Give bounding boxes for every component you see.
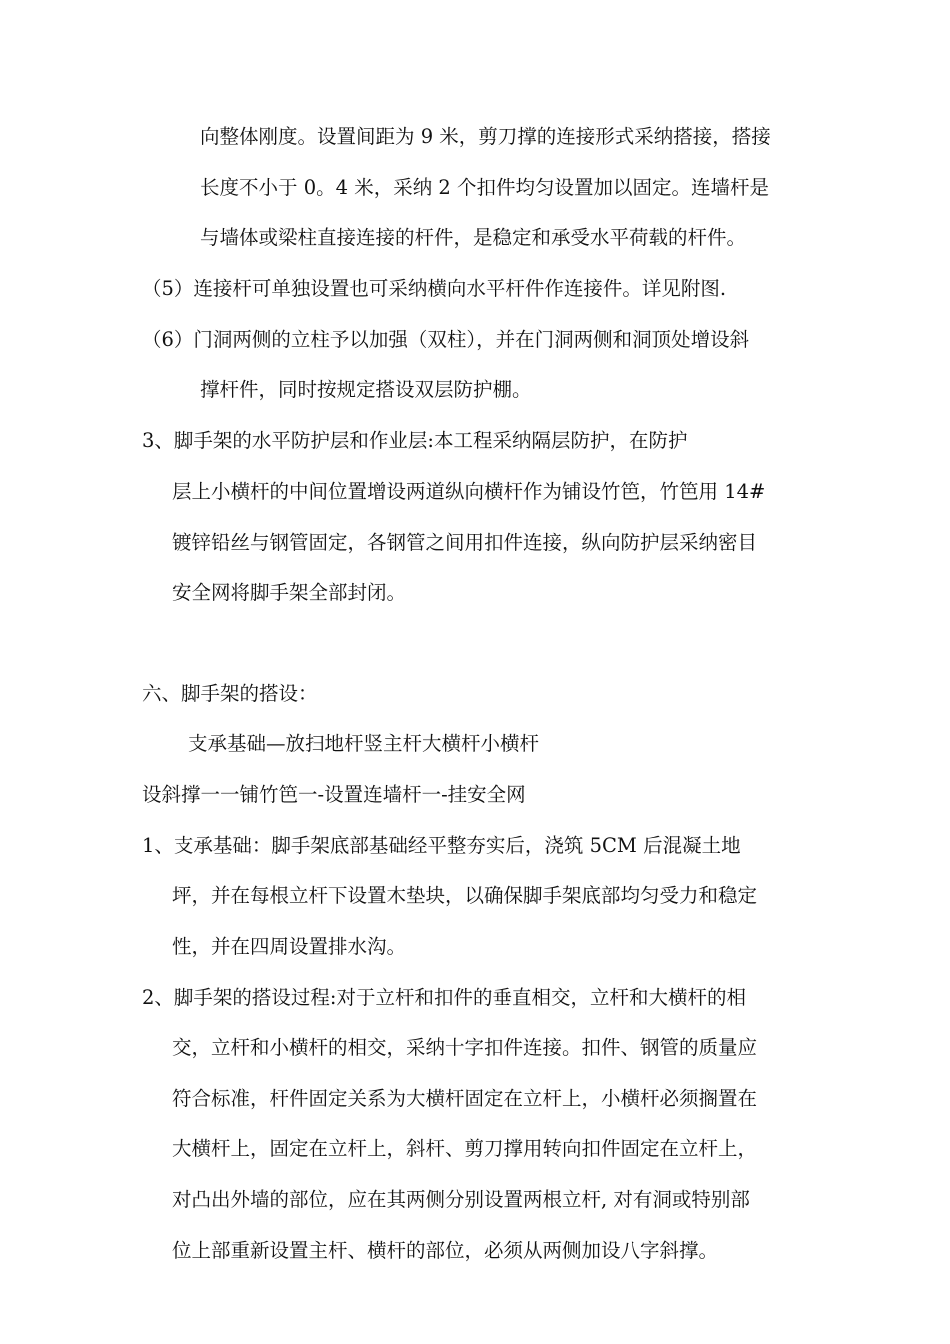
text-line: 层上小横杆的中间位置增设两道纵向横杆作为铺设竹笆，竹笆用 14# <box>172 480 766 503</box>
text-line: 支承基础—放扫地杆竖主杆大横杆小横杆 <box>188 732 540 755</box>
text-line: 位上部重新设置主杆、横杆的部位，必须从两侧加设八字斜撑。 <box>172 1239 719 1262</box>
text-line: 镀锌铅丝与钢管固定，各钢管之间用扣件连接，纵向防护层采纳密目 <box>172 531 758 554</box>
text-line: 坪，并在每根立杆下设置木垫块，以确保脚手架底部均匀受力和稳定 <box>172 884 758 907</box>
section-heading: 六、脚手架的搭设： <box>142 682 318 705</box>
text-line: 向整体刚度。设置间距为 9 米，剪刀撑的连接形式采纳搭接，搭接 <box>200 125 771 148</box>
text-line: 交，立杆和小横杆的相交，采纳十字扣件连接。扣件、钢管的质量应 <box>172 1036 758 1059</box>
text-line: 安全网将脚手架全部封闭。 <box>172 581 407 604</box>
text-line: 撑杆件，同时按规定搭设双层防护棚。 <box>200 378 532 401</box>
text-line: 对凸出外墙的部位，应在其两侧分别设置两根立杆, 对有洞或特别部 <box>172 1188 750 1211</box>
text-line: 3、脚手架的水平防护层和作业层:本工程采纳隔层防护，在防护 <box>142 429 688 452</box>
text-line: 性，并在四周设置排水沟。 <box>172 935 407 958</box>
text-line: 大横杆上，固定在立杆上，斜杆、剪刀撑用转向扣件固定在立杆上， <box>172 1137 758 1160</box>
text-line: 符合标准，杆件固定关系为大横杆固定在立杆上，小横杆必须搁置在 <box>172 1087 758 1110</box>
text-line: （6）门洞两侧的立柱予以加强（双柱），并在门洞两侧和洞顶处增设斜 <box>142 328 750 351</box>
text-line: （5）连接杆可单独设置也可采纳横向水平杆件作连接件。详见附图. <box>142 277 727 300</box>
text-line: 与墙体或梁柱直接连接的杆件，是稳定和承受水平荷载的杆件。 <box>200 226 747 249</box>
text-line: 2、脚手架的搭设过程:对于立杆和扣件的垂直相交，立杆和大横杆的相 <box>142 986 746 1009</box>
text-line: 设斜撑一一铺竹笆一-设置连墙杆一-挂安全网 <box>142 783 526 806</box>
text-line: 1、支承基础：脚手架底部基础经平整夯实后，浇筑 5CM 后混凝土地 <box>142 834 741 857</box>
text-line: 长度不小于 0。4 米，采纳 2 个扣件均匀设置加以固定。连墙杆是 <box>200 176 770 199</box>
